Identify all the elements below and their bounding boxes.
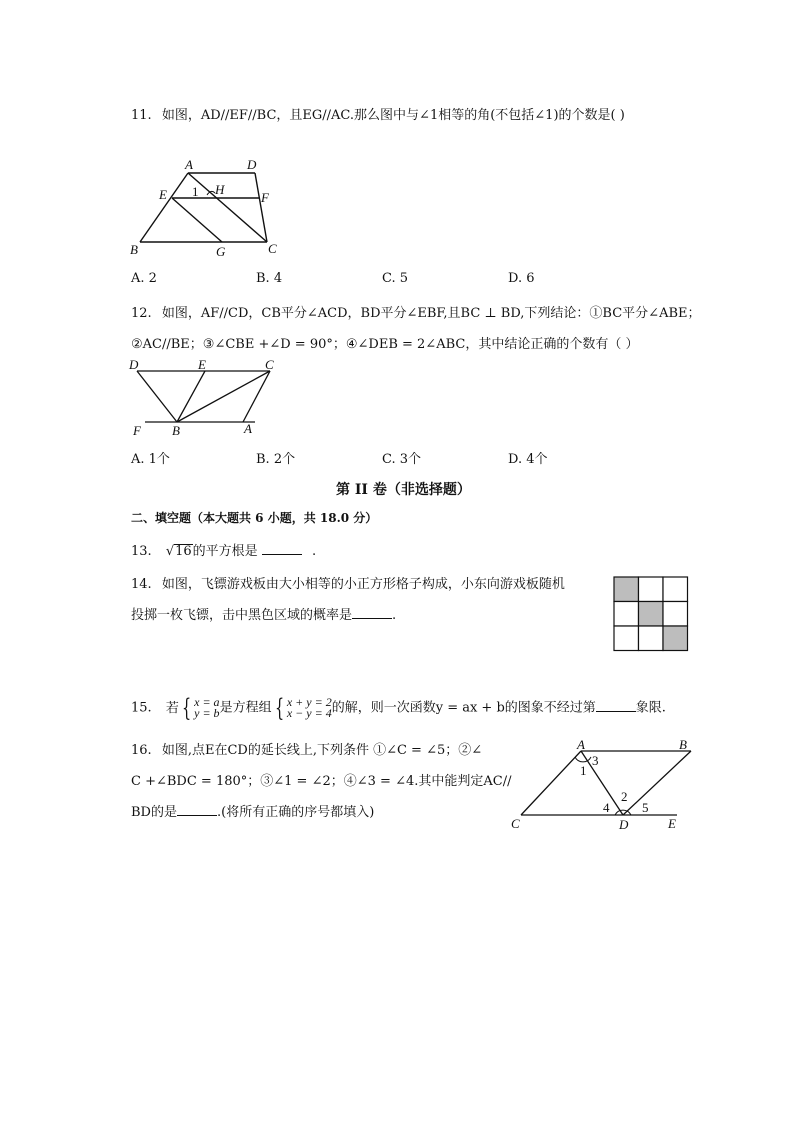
grid-cell [663, 577, 688, 602]
q12-stem-line2: ②AC//BE；③∠CBE +∠D = 90°；④∠DEB = 2∠ABC，其中结论正确的个数有（ ） [131, 337, 639, 352]
q14-stem-line1 [131, 573, 565, 592]
q16-number: 16. [131, 743, 152, 758]
grid-cell [639, 577, 664, 602]
q12-label-F: F [133, 423, 141, 438]
q12-figure [125, 357, 285, 439]
q12-option-a[interactable]: A. 1个 [131, 452, 170, 467]
grid-cell [614, 602, 639, 627]
q11-label-E: E [159, 187, 167, 202]
q14-text-line1: 如图，飞镖游戏板由大小相等的小正方形格子构成，小东向游戏板随机 [161, 577, 565, 592]
q16-text-line3a: BD的是 [131, 805, 177, 820]
q16-label-C: C [511, 816, 520, 831]
q13-radicand: 16 [175, 544, 192, 559]
q11-label-1: 1 [192, 184, 199, 199]
q16-stem-line3 [131, 801, 374, 820]
q16-answer-blank[interactable] [177, 803, 217, 816]
section-title: 第 II 卷（非选择题） [336, 482, 471, 498]
q13-stem [131, 540, 316, 559]
q14-text-line2: 投掷一枚飞镖，击中黑色区域的概率是 [131, 608, 353, 623]
q11-label-F: F [261, 190, 269, 205]
q12-label-E: E [198, 357, 206, 372]
q13-number: 13. [131, 544, 152, 559]
q16-angle-4: 4 [603, 800, 610, 815]
fill-in-heading: 二、填空题（本大题共 6 小题，共 18.0 分） [131, 511, 378, 525]
q11-option-b[interactable]: B. 4 [256, 271, 283, 286]
grid-cell [639, 626, 664, 651]
q13-answer-blank[interactable] [262, 542, 302, 555]
q13-end: . [311, 544, 317, 559]
system1-eq1: x = a [194, 695, 220, 709]
q12-label-D: D [129, 357, 139, 372]
q11-figure [125, 155, 285, 263]
grid-cell-shaded [663, 626, 688, 651]
q15-end: 象限. [635, 700, 666, 716]
q15-stem [131, 696, 666, 721]
sqrt-sign: √ [165, 544, 175, 559]
q16-stem-line1 [131, 739, 482, 758]
system1-eq2: y = b [194, 706, 220, 720]
q11-label-G: G [216, 244, 226, 259]
grid-cell-shaded [639, 602, 664, 627]
q13-text: 的平方根是 [192, 544, 258, 559]
q11-label-B: B [130, 242, 138, 257]
q15-number: 15. [131, 700, 152, 716]
q11-label-D: D [247, 157, 257, 172]
grid-cell [663, 602, 688, 627]
q11-label-H: H [215, 182, 225, 197]
q11-option-a[interactable]: A. 2 [131, 271, 157, 286]
q12-stem-line1 [131, 302, 701, 321]
system2 [287, 697, 332, 719]
q12-text-line1: 如图，AF//CD，CB平分∠ACD，BD平分∠EBF,且BC ⊥ BD,下列结论：①BC平分∠ABE； [161, 306, 701, 321]
q15-pre: 若 [165, 700, 179, 716]
q16-stem-line2: C +∠BDC = 180°；③∠1 = ∠2；④∠3 = ∠4.其中能判定AC// [131, 774, 512, 789]
grid-cell [614, 626, 639, 651]
q11-stem [131, 104, 625, 123]
q12-label-A: A [244, 421, 252, 436]
system2-eq2: x − y = 4 [286, 706, 332, 720]
system2-brace: { [274, 694, 284, 722]
q15-post: 的解，则一次函数y = ax + b的图象不经过第 [331, 700, 596, 716]
q12-number: 12. [131, 306, 152, 321]
q12-label-C: C [265, 357, 274, 372]
q16-text-line3b: .(将所有正确的序号都填入) [216, 805, 375, 820]
q11-text: 如图，AD//EF//BC，且EG//AC.那么图中与∠1相等的角(不包括∠1)的个数是( ) [161, 108, 625, 123]
dartboard-grid [613, 576, 690, 652]
q14-answer-blank[interactable] [352, 606, 392, 619]
system1-brace: { [181, 694, 192, 722]
q12-label-B: B [172, 423, 180, 438]
q11-option-d[interactable]: D. 6 [508, 271, 535, 286]
grid-cell-shaded [614, 577, 639, 602]
q14-end: . [392, 608, 397, 623]
q12-option-b[interactable]: B. 2个 [256, 452, 296, 467]
q11-label-C: C [268, 241, 277, 256]
q12-option-c[interactable]: C. 3个 [382, 452, 422, 467]
q16-label-B: B [679, 737, 687, 752]
q15-answer-blank[interactable] [596, 699, 636, 712]
q16-angle-1: 1 [580, 763, 587, 778]
q16-angle-3: 3 [592, 753, 599, 768]
q11-label-A: A [185, 157, 193, 172]
q16-angle-2: 2 [621, 789, 628, 804]
q15-mid: 是方程组 [219, 700, 272, 716]
q16-figure [505, 735, 700, 835]
q12-option-d[interactable]: D. 4个 [508, 452, 548, 467]
q14-stem-line2 [131, 604, 396, 623]
q16-text-line1: 如图,点E在CD的延长线上,下列条件 ①∠C = ∠5；②∠ [161, 743, 483, 758]
q16-label-A: A [577, 737, 585, 752]
q11-number: 11. [131, 108, 152, 123]
system1 [194, 697, 219, 719]
q14-number: 14. [131, 577, 152, 592]
q11-option-c[interactable]: C. 5 [382, 271, 409, 286]
q16-angle-5: 5 [642, 800, 649, 815]
q16-label-D: D [619, 817, 629, 832]
system2-eq1: x + y = 2 [286, 695, 332, 709]
q16-label-E: E [668, 816, 676, 831]
